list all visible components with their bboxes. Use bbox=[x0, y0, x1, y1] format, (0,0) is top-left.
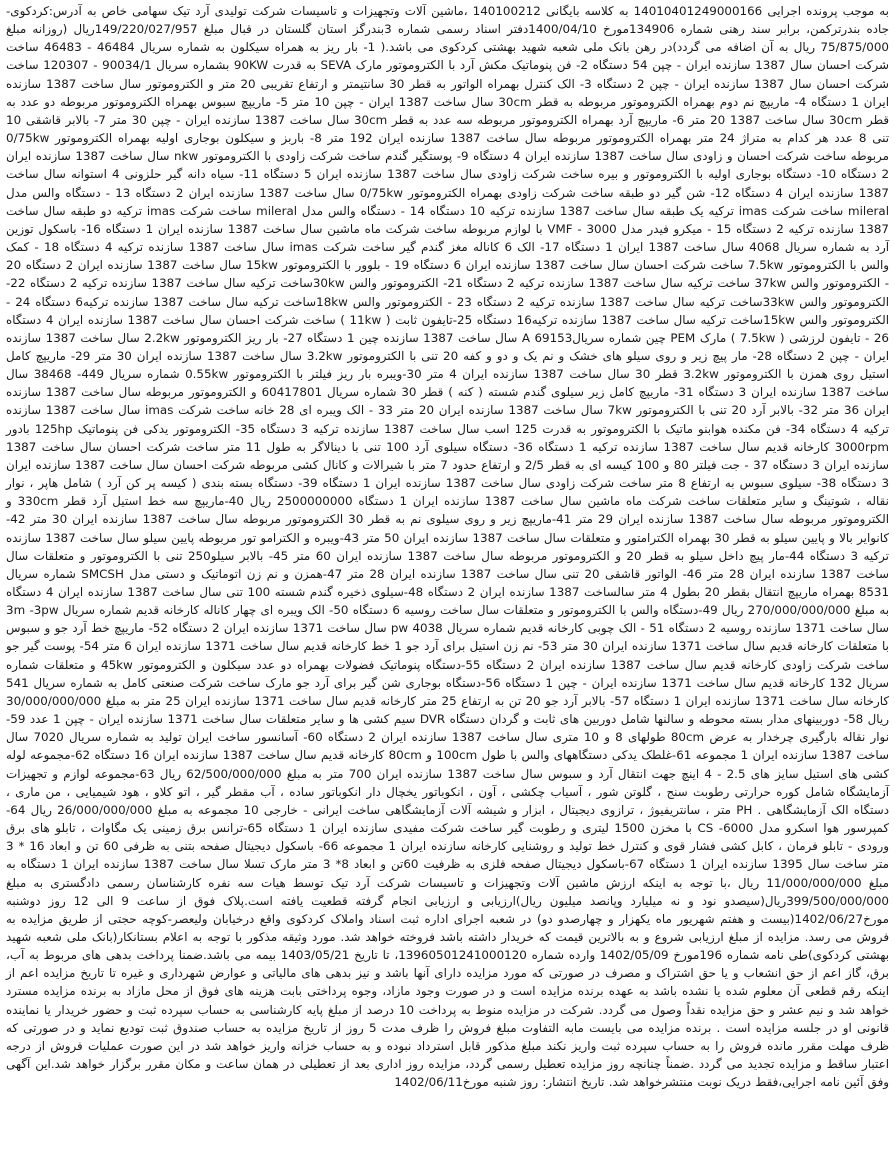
auction-notice-text: به موجب پرونده اجرایی 14010401249000166 به کلاسه بایگانی 140100212 ،ماشین آلات وتجهیزات و تاسیسات شرکت تولیدی آرد تیک سهامی خاص به آدرس:کردکوی-جاده بندرترکمن، برابر سند رهنی شماره 134906مورخ 1400/04/10دفتر اسناد رسمی شماره 3بندرگز استان گلستان در قبال مبلغ 149/220/027/957ریال (روزانه مبلغ 75/875/000 ریال به آن اضافه می گردد)در رهن بانک ملی شعبه شهید بهشتی کردکوی می باشد.( 1- بار ریز به همراه سیکلون به شماره سریال 46484 - 46483 ساخت شرکت احسان سال 1387 سازنده ایران - چپن 54 دستگاه 2- فن پنوماتیک مکش آرد با الکتروموتور مارک SEVA به قدرت 90KW بشماره سریال 90034/1 - 120307 ساخت شرکت احسان سال 1387 سازنده ایران - چپن 2 دستگاه 3- الک کنترل بهمراه الواتور به قطر 30 سانتیمتر و ارتفاع تقریبی 20 متر و الکتروموتور سال ساخت 1387 سازنده ایران 1 دستگاه 4- ماریپچ نم دوم بهمراه الکتروموتور مربوطه به قطر 30cm سال ساخت 1387 ایران - چپن 10 متر 5- ماریپچ سبوس بهمراه الکتروموتور مربوطه دو عدد به قطر 30cm سال ساخت 1387 20 متر 6- ماریپچ آرد بهمراه الکتروموتور مربوطه سه عدد به قطر 30cm سال ساخت 1387 سازنده ایران - چپن 30 متر 7- بالابر قاشقی 10 تنی 8 عدد هر کدام به متراژ 24 متر بهمراه الکتروموتور مربوطه سال ساخت 1387 سازنده ایران 192 متر 8- باربز و سیکلون بوجاری اولیه بهمراه الکتروموتور 0/75kw مربوطه ساخت شرکت احسان و زاودی سال ساخت 1387 سازنده ایران 4 دستگاه 9- پوستگیر گندم ساخت شرکت زاودی با الکتروموتور nkw سال ساخت 1387 سازنده ایران 2 دستگاه 10- دستگاه بوجاری اولیه با الکتروموتور و بیره ساخت شرکت زاودی سال ساخت 1387 سازنده ایران 5 دستگاه 11- سیاه دانه گیر حلزونی 4 استوانه سال ساخت 1387 سازنده ایران 4 دستگاه 12- شن گیر دو طبقه ساخت شرکت زاودی بهمراه الکتروموتور 0/75kw سال ساخت 1387 سازنده ایران 2 دستگاه 13 - دستگاه والس مدل mileral ساخت شرکت imas ترکیه یک طبقه سال ساخت 1387 سازنده ترکیه 10 دستگاه 14 - دستگاه والس مدل mileral ساخت شرکت imas ترکیه دو طبقه سال ساخت 1387 سازنده ترکیه 2 دستگاه 15 - میکرو فیدر مدل 3000 - VMF با لوازم مربوطه ساخت شرکت ماه ماشین سال ساخت 1387 سازنده ایران 1 دستگاه 16- باسکول توزین آرد به شماره سریال 4068 سال ساخت 1387 ایران 1 دستگاه 17- الک 6 کاناله مغز گندم گیر ساخت شرکت imas سال ساخت 1387 سازنده ترکیه 4 دستگاه 18 - کمک والس با الکتروموتور 7.5kw ساخت شرکت احسان سال ساخت 1387 سازنده ایران 6 دستگاه 19 - بلوور با الکتروموتور 15kw سال ساخت 1387 سازنده ایران 2 دستگاه 20 - الکتروموتور والس 37kw ساخت ترکیه سال ساخت 1387 سازنده ترکیه 2 دستگاه 21- الکتروموتور والس 30kwساخت ترکیه سال ساخت 1387 سازنده ترکیه 2 دستگاه 22- الکتروموتور والس 33kwساخت ترکیه سال ساخت 1387 سازنده ترکیه 2 دستگاه 23 - الکتروموتور والس 18kwساخت ترکیه سال ساخت 1387 سازنده ترکیه6 دستگاه 24 - الکتروموتور والس 15kwساخت ترکیه سال ساخت 1387 سازنده ترکیه16 دستگاه 25-تایفون ثابت ( 11kw ) ساخت شرکت احسان سال ساخت 1387 سازنده ایران 4 دستگاه 26 - تایفون لرزشی ( 7.5kw ) مارک PEM چین شماره سریال69153 A سال ساخت 1387 سازنده چین 1 دستگاه 27- بار ریز الکتروموتور 2.2kw سال ساخت 1387 سازنده ایران - چپن 2 دستگاه 28- مار پیچ زیر و روی سیلو های خشک و نم یک و دو و کفه 20 تنی با الکتروموتور 3.2kw سال ساخت 1387 سازنده ایران 30 متر 29- ماریپچ کامل استیل روی همزن با الکتروموتور 3.2kw قطر 30 سال ساخت 1387 سازنده ایران 4 متر 30-ویبره بار ریز فیلتر با الکتروموتور 0.55kw شماره سریال 449- 38468 سال ساخت 1387 سازنده ایران 3 دستگاه 31- ماریپچ کامل زیر سیلوی گندم شسته ( کنه ) قطر 30 شماره سریال 60417801 و الکتروموتور مربوطه سال ساخت 1387 سازنده ایران 36 متر 32- بالابر آرد 20 تنی با الکتروموتور 7kw سال ساخت 1387 سازنده ایران 20 متر 33 - الک ویبره ای 28 خانه ساخت شرکت imas سال ساخت 1387 سازنده ترکیه 4 دستگاه 34- فن مکنده هوابنو ماتیک با الکتروموتور به قدرت 125 اسب سال ساخت 1387 سازنده ترکیه 3 دستگاه 35- الکتروموتور یدکی فن پنوماتیک 125hp بادور 3000rpm کارخانه قدیم سال ساخت 1387 سازنده ترکیه 1 دستگاه 36- دستگاه سیلوی آرد 100 تنی با دینالاگر به طول 11 متر ساخت شرکت احسان سال ساخت 1387 سازنده ایران 3 دستگاه 37 - جت فیلتر 80 و 100 کیسه ای به قطر 2/5 و ارتفاع حدود 7 متر با شیرالات و کانال کشی مربوطه شرکت احسان سال ساخت 1387 سازنده ایران 3 دستگاه 38- سیلوی سبوس به ارتفاع 8 متر ساخت شرکت زاودی سال ساخت 1387 سازنده ایران 1 دستگاه 39- دستگاه بسته بندی ( کیسه پر کن آرد ) شامل هاپر ، نوار نقاله ، شوتینگ و سایر متعلقات ساخت شرکت ماه ماشین سال ساخت 1387 سازنده ایران 1 دستگاه 2500000000 ریال 40-ماریپچ سه خط استیل آرد قطر 330cm و الکتروموتور مربوطه سال ساخت 1387 سازنده ایران 29 متر 41-ماریپچ زیر و روی سیلوی نم به قطر 30 الکتروموتور مربوطه سال ساخت 1387 سازنده ایران 30 متر 42-کانوایر بالا و پایین سیلو به قطر 30 بهمراه الکترامتور و متعلقات سال ساخت 1387 سازنده ایران 50 متر 43-ویبره و الکترامو تور مربوطه پایین سیلو سال ساخت 1387 سازنده ترکیه 3 دستگاه 44-مار پیچ داخل سیلو به قطر 20 و الکتروموتور مربوطه سال ساخت 1387 سازنده ایران 60 متر 45- بالابر سیلو250 تنی با الکتروموتور و متعلقات سال ساخت 1387 سازنده ایران 28 متر 46- الواتور قاشقی 20 تنی سال ساخت 1387 سازنده ایران 28 متر 47-همزن و نم زن اتوماتیک و دستی مدل SMCSH شماره سریال 8531 بهمراه ماریپچ انتقال بقطر 20 بطول 4 متر سالساخت 1387 سازنده ایران 2 دستگاه 48-سیلوی ذخیره گندم شسته 100 تنی سال ساخت 1387 سازنده ایران 4 دستگاه به مبلغ 270/000/000/000 ریال 49-دستگاه والس با الکتروموتور و متعلقات سال ساخت روسیه 6 دستگاه 50- الک ویبره ای چهار کاناله کارخانه قدیم شماره سریال 3m -3pw سال ساخت 1371 سازنده روسیه 2 دستگاه 51 - الک چوبی کارخانه قدیم شماره سریال 4038 pw سال ساخت 1371 سازنده ایران 2 دستگاه 52- ماریپچ خط آرد جو و سبوس با متعلقات کارخانه قدیم سال ساخت 1371 سازنده ایران 30 متر 53- نم زن استیل برای آرد جو 1 خط کارخانه قدیم سال ساخت 1371 سازنده ایران 6 متر 54- پوست گیر جو ساخت شرکت زاودی کارخانه قدیم سال ساخت 1387 سازنده ایران 2 دستگاه 55-دستگاه پنوماتیک فضولات بهمراه دو عدد سیکلون و الکتروموتور 45kw و متعلقات شماره سریال 132 کارخانه قدیم سال ساخت 1371 سازنده ایران - چپن 1 دستگاه 56-دستگاه بوجاری شن گیر برای آرد جو مارک ساخت شرکت صنعتی کامل به شماره سریال 541 کارخانه سال ساخت 1371 سازنده ایران 1 دستگاه 57- بالابر آرد جو 20 تن به ارتفاع 25 متر کارخانه قدیم سال ساخت 1371 سازنده ایران 25 متر به مبلغ 30/000/000/000 ریال 58- دوربینهای مدار بسته محوطه و سالنها شامل دوربین های ثابت و گردان دستگاه DVR سیم کشی ها و سایر متعلقات سال ساخت 1371 سازنده ایران - چپن 1 عدد 59-نوار نقاله بارگیری چرخدار به عرض 80cm طولهای 8 و 10 متری سال ساخت 1387 سازنده ایران 2 دستگاه 60- آسانسور ساخت ایران تولید به شماره سریال 7020 سال ساخت 1387 سازنده ایران 1 مجموعه 61-غلطک یدکی دستگاههای والس با طول 100cm و 80cm کارخانه قدیم سال ساخت 1387 سازنده ایران 16 دستگاه 62-مجموعه لوله کشی های استیل سایز های 2.5 - 4 اینچ جهت انتقال آرد و سبوس سال ساخت 1387 سازنده ایران 700 متر به مبلغ 62/500/000/000 ریال 63-مجموعه لوازم و تجهیزات آزمایشگاه شامل کوره حرارتی رطوبت سنج ، گلوتن شور ، آسیاب چکشی ، آون ، انکوباتور یخچال دار انکوباتور ساده ، آب مقطر گیر ، اتو کلاو ، هود شیمیایی ، من ماری ، دستگاه الک آزمایشگاهی . PH متر ، سانتریفیوژ ، ترازوی دیجیتال ، ابزار و شیشه آلات آزمایشگاهی ساخت ایرانی - خارجی 10 مجموعه به مبلغ 26/000/000/000 ریال 64-کمپرسور هوا اسکرو مدل CS -6000 با مخزن 1500 لیتری و رطوبت گیر ساخت شرکت مفیدی سازنده ایران 1 دستگاه 65-ترانس برق زمینی یک مگاوات ، تابلو های برق ورودی - تابلو فرمان ، کابل کشی فشار قوی و کنترل خط تولید و روشنایی کارخانه سازنده ایران 1 مجموعه 66- باسکول دیجیتال صفحه بتنی به ظرفی 60 تن و ابعاد 16 * 3 متر ساخت سال 1395 سازنده ایران 1 دستگاه 67-باسکول دیجیتال صفحه فلزی به ظرفیت 60تن و ابعاد 8* 3 متر مارک تسلا سال ساخت 1387 سازنده ایران 1 دستگاه به مبلغ 11/000/000/000 ریال ،با توجه به اینکه ارزش ماشین آلات وتجهیزات و تاسیسات شرکت آرد تیک توسط هیات سه نفره کارشناسان رسمی دادگستری به مبلغ 399/500/000/000ریال(سیصدو نود و نه میلیارد وپانصد میلیون ریال)ارزیابی و ارزیابی انجام گرفته قطعیت یافته است.پلاک فوق از ساعت 9 الی 12 روز دوشنبه مورخ1402/06/27(بیست و هفتم شهریور ماه یکهزار و چهارصدو دو) در شعبه اجرای اداره ثبت اسناد واملاک کردکوی واقع درخیابان ولیعصر-کوچه حجتی از طریق مزایده به فروش می رسد. مزایده از مبلغ ارزیابی شروع و به بالاترین قیمت که خریدار داشته باشد فروخته خواهد شد. مورد وثیقه مذکور با توجه به اعلام بستانکار(بانک ملی شعبه شهید بهشتی کردکوی)طی نامه شماره 196مورخ 1402/05/09 وارده شماره 13960501241000120، تا تاریخ 1403/05/21 بیمه می باشد.ضمنا پرداخت بدهی های مربوط به آب، برق، گاز اعم از حق انشعاب و یا حق اشتراک و مصرف در صورتی که مورد مزایده دارای آنها باشد و نیز بدهی های مالیاتی و عوارض شهرداری و غیره تا تاریخ مزایده اعم از اینکه رقم قطعی آن معلوم شده یا نشده باشد به عهده برنده مزایده است و در صورت وجود مازاد، وجوه پرداختی بابت هزینه های فوق از محل مازاد به برنده مزایده مسترد خواهد شد و نیم عشر و حق مزایده نقداً وصول می گردد. شرکت در مزایده منوط به پرداخت 10 درصد از مبلغ پایه کارشناسی به حساب سپرده ثبت و حضور خریدار یا نماینده قانونی او در جلسه مزایده است . برنده مزایده می بایست مابه التفاوت مبلغ فروش را ظرف مدت 5 روز از تاریخ مزایده به حساب صندوق ثبت تودیع نماید و در صورتی که ظرف مهلت مقرر مانده فروش را به حساب سپرده ثبت واریز نکند مبلغ مذکور قابل استرداد نبوده و به حساب خزانه واریز خواهد شد در این صورت عملیات فروش از درجه اعتبار ساقط و مزایده تجدید می گردد .ضمناً چنانچه روز مزایده تعطیل رسمی گردد، مزایده روز اداری بعد از تعطیلی در همان ساعت و مکان مقرر برگزار خواهد شد.این آگهی وفق آئین نامه اجرایی،فقط دریک نوبت منتشرخواهد شد. تاریخ انتشار: روز شنبه مورخ1402/06/11 bbox=[6, 4, 890, 1090]
